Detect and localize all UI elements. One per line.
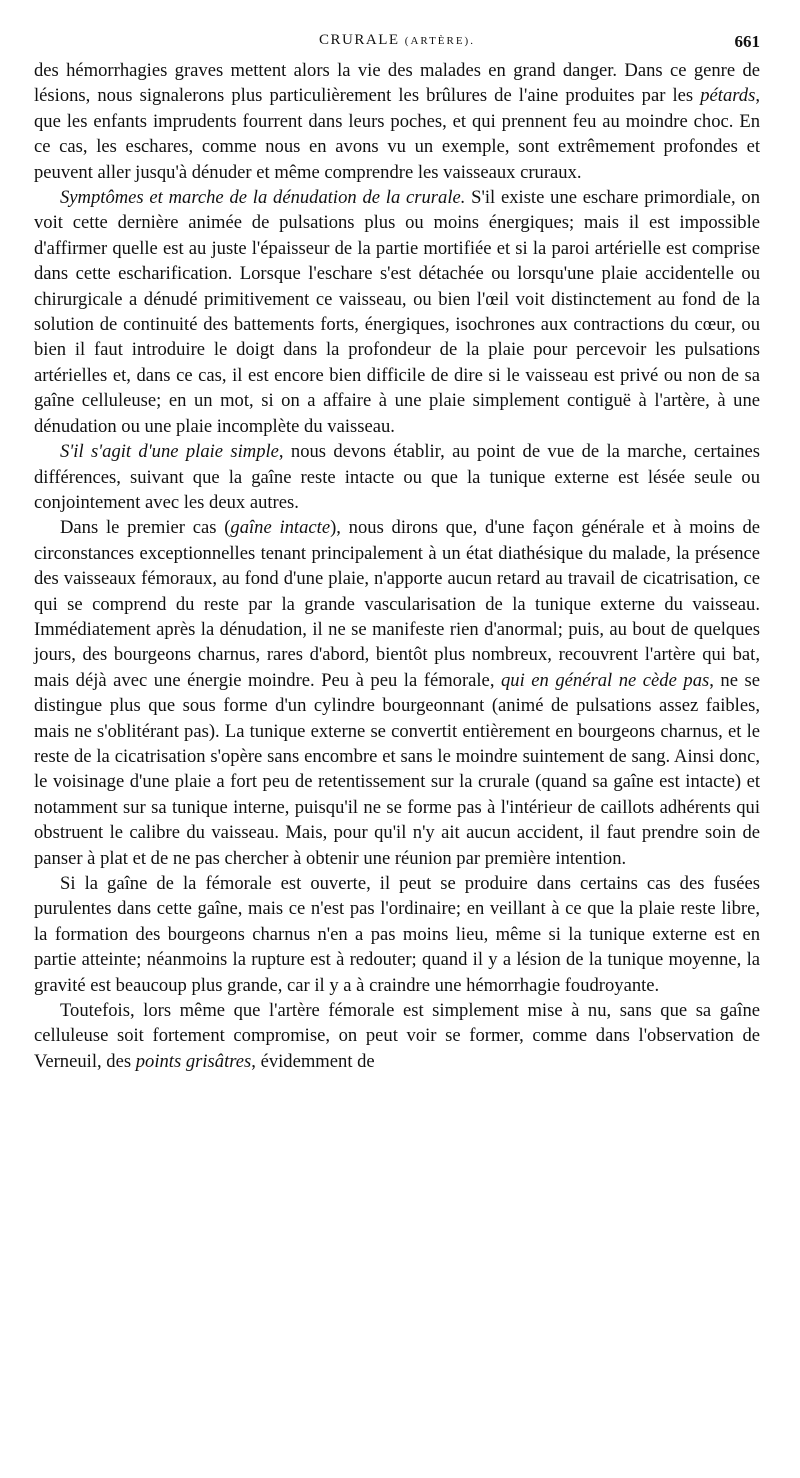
- italic-text: pétards: [700, 85, 756, 107]
- text-run: , ne se distingue plus que sous forme d'un cylindre bourgeonnant (animé de pulsations assez faibles, mais ne s'oblitérant pas). La tunique externe se convertit entièrement en bourgeons charnus, et le reste de la cicatrisation s'opère sans encombre et sans le moindre suintement de sang. Ainsi donc, le voisinage d'une plaie a fort peu de retentissement sur la crurale (quand sa gaîne est intacte) et notamment sur sa tunique interne, puisqu'il ne se forme pas à l'intérieur de caillots adhérents qui obstruent le calibre du vaisseau. Mais, pour qu'il n'y ait aucun accident, il faut prendre soin de panser à plat et de ne pas chercher à obtenir une réunion par première intention.: [34, 669, 760, 869]
- text-run: S'il existe une eschare primordiale, on voit cette dernière animée de pulsations plus ou moins énergiques; mais il est impossible d'affirmer quelle est au juste l'épaisseur de la partie mortifiée et si la paroi artérielle est comprise dans cette escharification. Lorsque l'eschare s'est détachée ou lorsqu'une plaie accidentelle ou chirurgicale a dénudé primitivement ce vaisseau, ou bien l'œil voit distinctement au fond de la solution de continuité des battements forts, énergiques, isochrones aux contractions du cœur, ou bien il faut introduire le doigt dans la profondeur de la plaie pour percevoir les pulsations artérielles et, dans ce cas, il est encore bien difficile de dire si le vaisseau est privé ou non de sa gaîne celluleuse; en un mot, si on a affaire à une plaie simplement contiguë à l'artère, à une dénudation ou une plaie incomplète du vaisseau.: [34, 187, 760, 437]
- running-title-main: CRURALE: [319, 32, 400, 48]
- paragraph: [34, 439, 760, 515]
- italic-text: qui en général ne cède pas: [501, 669, 710, 691]
- italic-text: Symptômes et marche de la dénudation de la crurale.: [60, 187, 466, 209]
- italic-text: S'il s'agit d'une plaie simple: [60, 441, 279, 463]
- paragraph: [34, 515, 760, 871]
- text-run: Toutefois, lors même que l'artère fémorale est simplement mise à nu, sans que sa gaîne celluleuse soit fortement compromise, on peut voir se former, comme dans l'observation de Verneuil, des: [34, 1000, 760, 1072]
- text-run: Si la gaîne de la fémorale est ouverte, il peut se produire dans certains cas des fusées purulentes dans cette gaîne, mais ce n'est pas l'ordinaire; en veillant à ce que la plaie reste libre, la formation des bourgeons charnus n'en a pas moins lieu, même si la tunique externe est en partie atteinte; néanmoins la rupture est à redouter; quand il y a lésion de la tunique moyenne, la gravité est beaucoup plus grande, car il y a à craindre une hémorrhagie foudroyante.: [34, 873, 760, 996]
- page-number: 661: [734, 32, 760, 51]
- text-run: , nous devons établir, au point de vue de la marche, certaines différences, suivant que la gaîne reste intacte ou que la tunique externe est lésée seule ou conjointement avec les deux autres.: [34, 441, 760, 513]
- text-run: des hémorrhagies graves mettent alors la vie des malades en grand danger. Dans ce genre de lésions, nous signalerons plus particulièrement les brûlures de l'aine produites par les: [34, 60, 760, 107]
- text-run: , évidemment de: [251, 1050, 375, 1072]
- text-run: ), nous dirons que, d'une façon générale et à moins de circonstances exceptionnelles tenant principalement à un état diathésique du malade, la présence des vaisseaux fémoraux, au fond d'une plaie, n'apporte aucun retard au travail de cicatrisation, ce qui se comprend du reste par la grande vascularisation de la tunique externe du vaisseau. Immédiatement après la dénudation, il ne se manifeste rien d'anormal; puis, au bout de quelques jours, des bourgeons charnus, rares d'abord, bientôt plus nombreux, recouvrent l'artère qui bat, mais déjà avec une énergie moindre. Peu à peu la fémorale,: [34, 517, 760, 691]
- italic-text: points grisâtres: [135, 1050, 252, 1072]
- running-head: [34, 30, 760, 58]
- running-title: [34, 32, 760, 49]
- paragraph: [34, 998, 760, 1074]
- italic-text: gaîne intacte: [230, 517, 331, 539]
- text-run: , que les enfants imprudents fourrent dans leurs poches, et qui prennent feu au moindre choc. En ce cas, les eschares, comme nous en avons vu un exemple, sont extrêmement profondes et peuvent aller jusqu'à dénuder et même comprendre les vaisseaux cruraux.: [34, 85, 760, 183]
- paragraph: [34, 185, 760, 439]
- paragraph: [34, 871, 760, 998]
- body-text: [34, 58, 760, 1074]
- running-title-sub: (ARTÈRE).: [404, 35, 475, 47]
- text-run: Dans le premier cas (: [60, 517, 231, 539]
- paragraph: [34, 58, 760, 185]
